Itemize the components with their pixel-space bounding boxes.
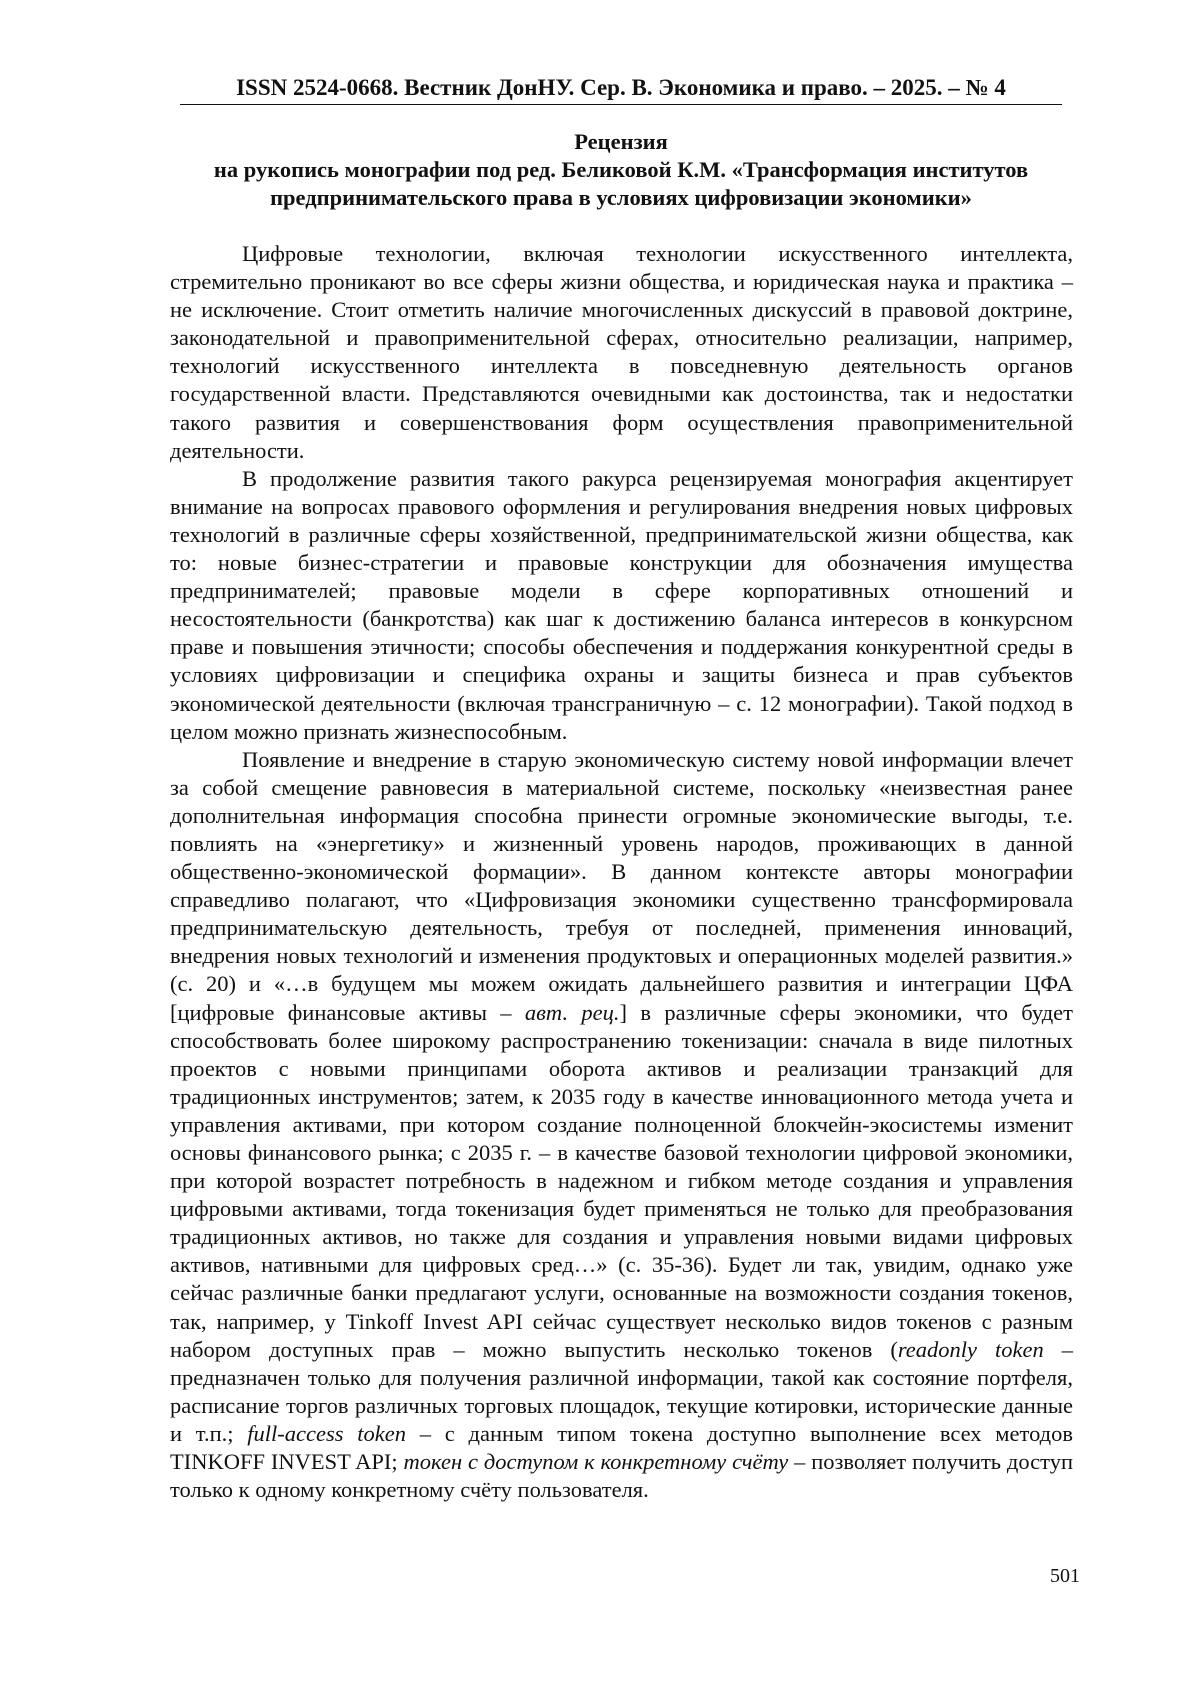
paragraph-3-text-d: – с данным типом токена доступно выполнение всех методов TINKOFF INVEST API;	[170, 1420, 1073, 1475]
paragraph-3-italic-readonly-token: readonly token	[897, 1336, 1044, 1362]
paragraph-2: В продолжение развития такого ракурса рецензируемая монография акцентирует внимание на вопросах правового оформления и регулирования внедрения новых цифровых технологий в различные сферы хозяйственной, предпринимательской жизни общества, как то: новые бизнес-стратегии и правовые конструкции для обозначения имущества предпринимателей; правовые модели в сфере корпоративных отношений и несостоятельности (банкротства) как шаг к достижению баланса интересов в конкурсном праве и повышения этичности; способы обеспечения и поддержания конкурентной среды в условиях цифровизации и специфика охраны и защиты бизнеса и прав субъектов экономической деятельности (включая трансграничную – с. 12 монографии). Такой подход в целом можно признать жизнеспособным.	[170, 465, 1073, 744]
paragraph-3-italic-full-access-token: full-access token	[247, 1420, 406, 1446]
header-rule	[180, 104, 1062, 105]
paragraph-3	[170, 746, 1073, 1505]
paragraph-3-italic-account-token: токен с доступом к конкретному счёту	[403, 1449, 789, 1475]
paragraph-3-text-e: – позволяет получить доступ только к одному конкретному счёту пользователя.	[170, 1449, 1073, 1503]
paragraph-3-text-b: ] в различные сферы экономики, что будет способствовать более широкому распространению токенизации: сначала в виде пилотных проектов с новыми принципами оборота активов и реализации транзакций для традиционных инструментов; затем, к 2035 году в качестве инновационного метода учета и управления активами, при котором создание полноценной блокчейн-экосистемы изменит основы финансового рынка; с 2035 г. – в качестве базовой технологии цифровой экономики, при которой возрастет потребность в надежном и гибком методе создания и управления цифровыми активами, тогда токенизация будет применяться не только для преобразования традиционных активов, но также для создания и управления новыми видами цифровых активов, нативными для цифровых сред…» (с. 35-36). Будет ли так, увидим, однако уже сейчас различные банки предлагают услуги, основанные на возможности создания токенов, так, например, у Tinkoff Invest API сейчас существует несколько видов токенов с разным набором доступных прав – можно выпустить несколько токенов (	[170, 999, 1073, 1362]
paragraph-3-text-c: – предназначен только для получения различной информации, такой как состояние портфеля, расписание торгов различных торговых площадок, текущие котировки, исторические данные и т.п.;	[170, 1336, 1073, 1446]
title-line-3: предпринимательского права в условиях цифровизации экономики»	[270, 185, 972, 210]
page-number: 501	[1050, 1565, 1080, 1587]
title-line-1: Рецензия	[574, 129, 668, 154]
paragraph-3-italic-reviewer-note: авт. рец.	[524, 999, 620, 1025]
running-header: ISSN 2524-0668. Вестник ДонНУ. Сер. В. Экономика и право. – 2025. – № 4	[236, 75, 1006, 100]
paragraph-3-text-a: Появление и внедрение в старую экономическую систему новой информации влечет за собой смещение равновесия в материальной системе, поскольку «неизвестная ранее дополнительная информация способна принести огромные экономические выгоды, т.е. повлиять на «энергетику» и жизненный уровень народов, проживающих в данной общественно-экономической формации». В данном контексте авторы монографии справедливо полагают, что «Цифровизация экономики существенно трансформировала предпринимательскую деятельность, требуя от последней, применения инноваций, внедрения новых технологий и изменения продуктовых и операционных моделей развития.» (с. 20) и «…в будущем мы можем ожидать дальнейшего развития и интеграции ЦФА [цифровые финансовые активы –	[170, 746, 1073, 1025]
review-title	[170, 128, 1072, 212]
body-text	[170, 240, 1073, 1504]
paragraph-1: Цифровые технологии, включая технологии искусственного интеллекта, стремительно проникают во все сферы жизни общества, и юридическая наука и практика – не исключение. Стоит отметить наличие многочисленных дискуссий в правовой доктрине, законодательной и правоприменительной сферах, относительно реализации, например, технологий искусственного интеллекта в повседневную деятельность органов государственной власти. Представляются очевидными как достоинства, так и недостатки такого развития и совершенствования форм осуществления правоприменительной деятельности.	[170, 241, 1073, 463]
title-line-2: на рукопись монографии под ред. Беликовой К.М. «Трансформация институтов	[213, 157, 1029, 182]
